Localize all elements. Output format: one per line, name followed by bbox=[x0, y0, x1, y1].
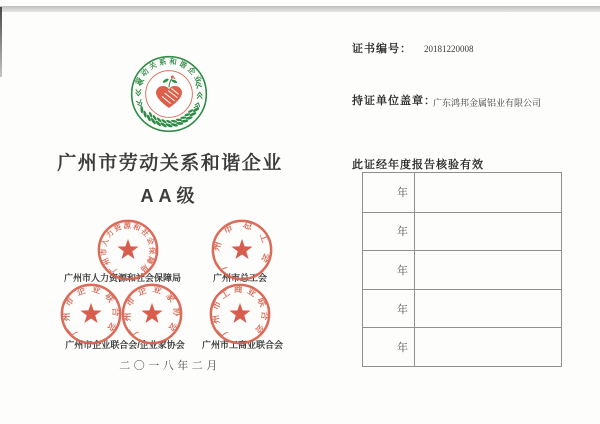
company-name: 广东鸿邦金属铝业有限公司 bbox=[433, 98, 542, 108]
svg-text:广州市总工会: 广州市总工会 bbox=[210, 219, 274, 273]
verification-blank-cell bbox=[415, 328, 561, 366]
issue-date: 二〇一八年二月 bbox=[119, 360, 221, 372]
seal-caption-hr-bureau: 广州市人力资源和社会保障局 bbox=[63, 273, 181, 283]
table-row bbox=[363, 327, 561, 366]
star-icon bbox=[231, 239, 252, 259]
svg-text:广州市企业联合会: 广州市企业联合会 bbox=[61, 283, 121, 338]
seal-caption-industry-commerce: 广州市工商业联合会 bbox=[201, 340, 283, 350]
certificate-title: 广州市劳动关系和谐企业 bbox=[57, 153, 283, 174]
year-cell: 年 bbox=[363, 328, 415, 366]
svg-text:广州市企业家协会: 广州市企业家协会 bbox=[122, 283, 182, 338]
table-row bbox=[363, 212, 561, 251]
star-icon bbox=[229, 303, 250, 323]
certificate-number-label: 证书编号： bbox=[352, 43, 412, 55]
emblem-arc-text: 劳动关系和谐企业 bbox=[133, 56, 205, 87]
official-seal-icon-industry-commerce bbox=[207, 281, 273, 347]
table-row bbox=[363, 173, 561, 212]
certificate-number-value: 20181220008 bbox=[424, 44, 474, 54]
year-cell: 年 bbox=[363, 213, 415, 251]
scan-left-edge bbox=[0, 7, 2, 77]
verification-blank-cell bbox=[415, 290, 561, 328]
verification-blank-cell bbox=[415, 173, 561, 212]
verification-note: 此证经年度报告核验有效 bbox=[352, 159, 484, 171]
table-row bbox=[363, 289, 561, 328]
seal-caption-enterprise-federation: 广州市企业联合会/企业家协会 bbox=[65, 340, 185, 350]
certificate-grade: AA级 bbox=[140, 186, 200, 206]
official-seal-icon-enterprise-federation bbox=[58, 281, 124, 347]
year-cell: 年 bbox=[363, 290, 415, 328]
verification-blank-cell bbox=[415, 213, 561, 251]
harmony-enterprise-emblem-icon bbox=[129, 54, 209, 134]
table-row bbox=[363, 250, 561, 289]
svg-text:广州市人力资源和社会保障局: 广州市人力资源和社会保障局 bbox=[98, 221, 158, 275]
verification-blank-cell bbox=[415, 251, 561, 289]
star-icon bbox=[141, 303, 162, 323]
star-icon bbox=[117, 239, 138, 259]
official-seal-icon-hr-bureau bbox=[95, 217, 161, 283]
year-cell: 年 bbox=[363, 251, 415, 289]
year-cell: 年 bbox=[363, 173, 415, 212]
official-seal-icon-trade-union bbox=[209, 217, 275, 283]
svg-text:广州市工商业联合会: 广州市工商业联合会 bbox=[209, 284, 271, 339]
star-icon bbox=[80, 303, 101, 323]
annual-verification-table bbox=[362, 172, 562, 367]
scan-top-edge bbox=[0, 6, 600, 12]
seal-caption-trade-union: 广州市总工会 bbox=[212, 273, 267, 283]
holder-seal-label: 持证单位盖章： bbox=[352, 95, 436, 107]
official-seal-icon-entrepreneurs-association bbox=[119, 281, 185, 347]
